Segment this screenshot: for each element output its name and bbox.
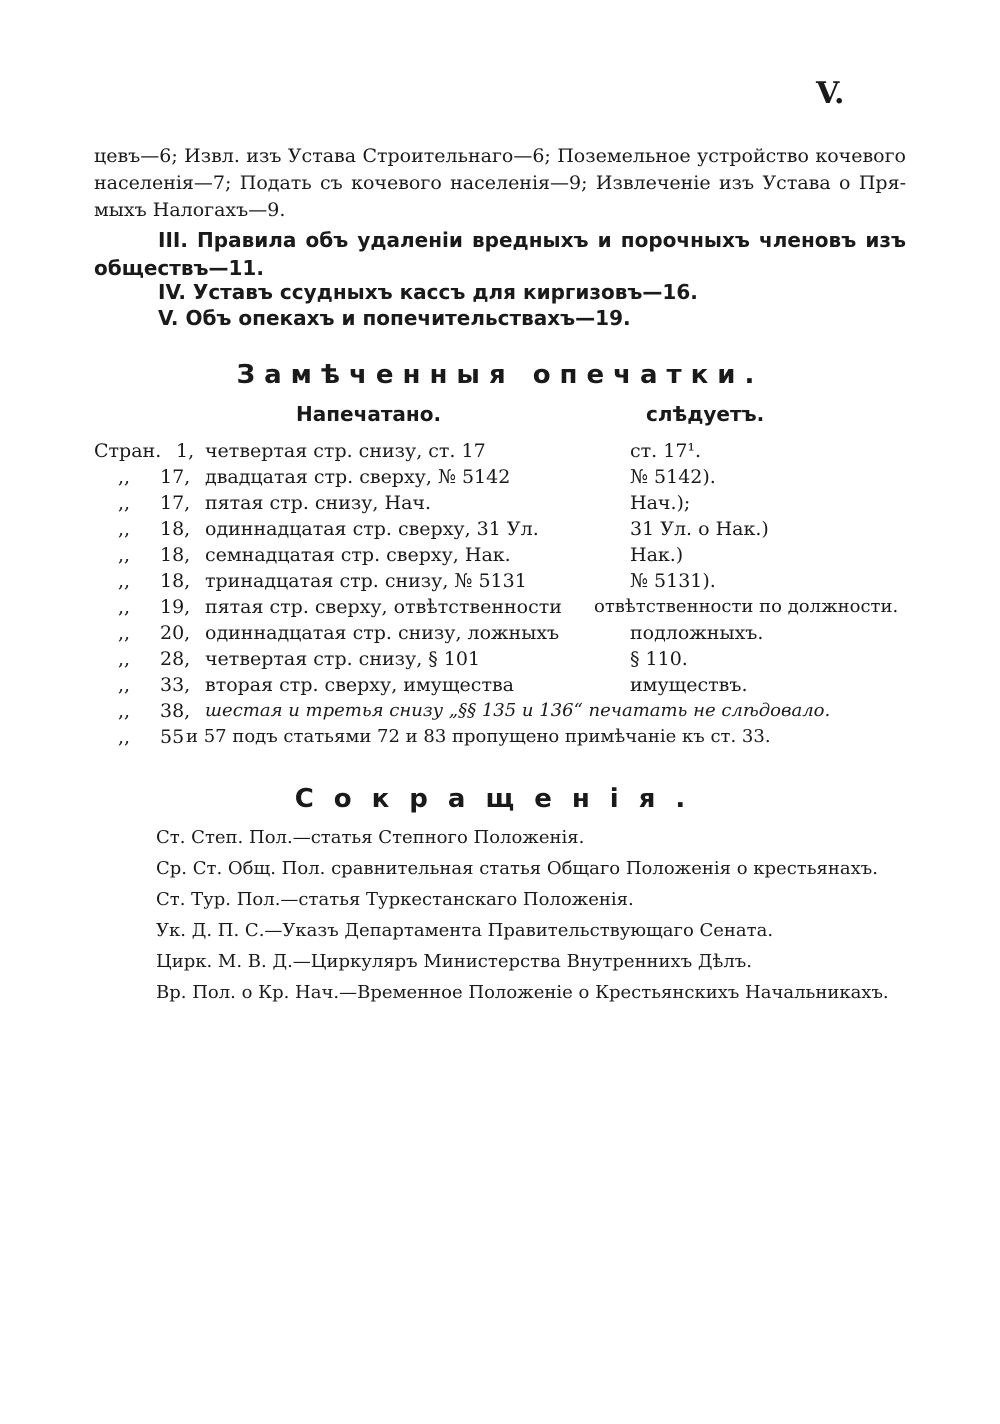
section-v-line: V. Объ опекахъ и попечительствахъ—19. [158,306,631,330]
errata-printed: пятая стр. сверху, отвѣтственности [205,596,562,618]
errata-mark: ,, [118,648,131,670]
errata-page: 33, [160,674,191,696]
errata-row [0,596,1000,622]
errata-page: 38, [160,700,191,722]
errata-row [0,518,1000,544]
section-iii-line: III. Правила объ удаленіи вредныхъ и порочныхъ членовъ изъ [158,228,906,252]
errata-mark: ,, [118,492,131,514]
errata-row [0,440,1000,466]
errata-correct: подложныхъ. [630,622,764,644]
abbreviation-item: Ст. Тур. Пол.—статья Туркестанскаго Положенія. [156,889,634,910]
errata-mark: ,, [118,544,131,566]
errata-correct: Нач.); [630,492,691,514]
errata-row [0,466,1000,492]
errata-mark: ,, [118,466,131,488]
errata-correct: § 110. [630,648,688,670]
errata-page: 18, [160,570,191,592]
errata-correct: Нак.) [630,544,684,566]
errata-row [0,492,1000,518]
abbreviation-item: Ук. Д. П. С.—Указъ Департамента Правительствующаго Сената. [156,920,774,941]
abbreviations-list [156,822,889,1008]
abbreviation-item: Ср. Ст. Общ. Пол. сравнительная статья Общаго Положенія о крестьянахъ. [156,858,878,879]
errata-printed: вторая стр. сверху, имущества [205,674,514,696]
abbreviation-item: Ст. Степ. Пол.—статья Степного Положенія. [156,827,585,848]
section-iii [94,226,906,282]
errata-correct: № 5142). [630,466,716,488]
errata-page: 55 [160,726,185,748]
errata-page: 17, [160,492,191,514]
errata-printed: одиннадцатая стр. сверху, 31 Ул. [205,518,539,540]
errata-header-should: слѣдуетъ. [646,402,765,426]
errata-correct: отвѣтственности по должности. [594,596,899,617]
errata-correct: имуществъ. [630,674,748,696]
errata-page: 18, [160,544,191,566]
errata-page: 17, [160,466,191,488]
errata-printed: четвертая стр. снизу, ст. 17 [205,440,486,462]
errata-mark: ,, [118,726,131,748]
errata-page: 18, [160,518,191,540]
intro-line: мыхъ Налогахъ—9. [94,199,286,221]
errata-correct: № 5131). [630,570,716,592]
errata-printed: двадцатая стр. сверху, № 5142 [205,466,511,488]
errata-row [0,622,1000,648]
section-iv-line: IV. Уставъ ссудныхъ кассъ для киргизовъ—16. [158,280,698,304]
errata-row [0,648,1000,674]
errata-mark: Стран. [94,440,162,462]
intro-line: населенія—7; Подать съ кочевого населенія—9; Извлеченіе изъ Устава о Пря- [94,172,906,194]
section-iv [94,278,906,306]
errata-mark: ,, [118,596,131,618]
page-number: V. [816,76,845,111]
errata-mark: ,, [118,570,131,592]
errata-row [0,570,1000,596]
intro-paragraph [94,143,906,224]
errata-page: 1, [176,440,195,462]
errata-page: 19, [160,596,191,618]
errata-page: 20, [160,622,191,644]
errata-printed: четвертая стр. снизу, § 101 [205,648,481,670]
section-v [94,304,906,332]
abbreviations-title: Сокращенія. [294,784,706,814]
errata-page: 28, [160,648,191,670]
abbreviation-item: Цирк. М. В. Д.—Циркуляръ Министерства Внутреннихъ Дѣлъ. [156,951,752,972]
errata-row [0,700,1000,726]
errata-row [0,544,1000,570]
errata-header-printed: Напечатано. [296,402,442,426]
errata-correct: 31 Ул. о Нак.) [630,518,769,540]
errata-printed: и 57 подъ статьями 72 и 83 пропущено примѣчаніе къ ст. 33. [186,726,771,747]
errata-row [0,674,1000,700]
errata-title: Замѣченныя опечатки. [236,360,764,390]
errata-mark: ,, [118,518,131,540]
errata-correct: ст. 17¹. [630,440,702,462]
errata-printed: пятая стр. снизу, Нач. [205,492,431,514]
abbreviation-item: Вр. Пол. о Кр. Нач.—Временное Положеніе о Крестьянскихъ Начальникахъ. [156,982,889,1003]
errata-mark: ,, [118,674,131,696]
errata-printed: одиннадцатая стр. снизу, ложныхъ [205,622,560,644]
errata-printed: шестая и третья снизу „§§ 135 и 136“ печатать не слѣдовало. [205,700,831,721]
errata-printed: семнадцатая стр. сверху, Нак. [205,544,511,566]
errata-mark: ,, [118,700,131,722]
intro-line: цевъ—6; Извл. изъ Устава Строительнаго—6; Поземельное устройство кочевого [94,145,906,167]
errata-mark: ,, [118,622,131,644]
section-iii-line: обществъ—11. [94,256,264,280]
errata-row [0,726,1000,752]
errata-printed: тринадцатая стр. снизу, № 5131 [205,570,527,592]
